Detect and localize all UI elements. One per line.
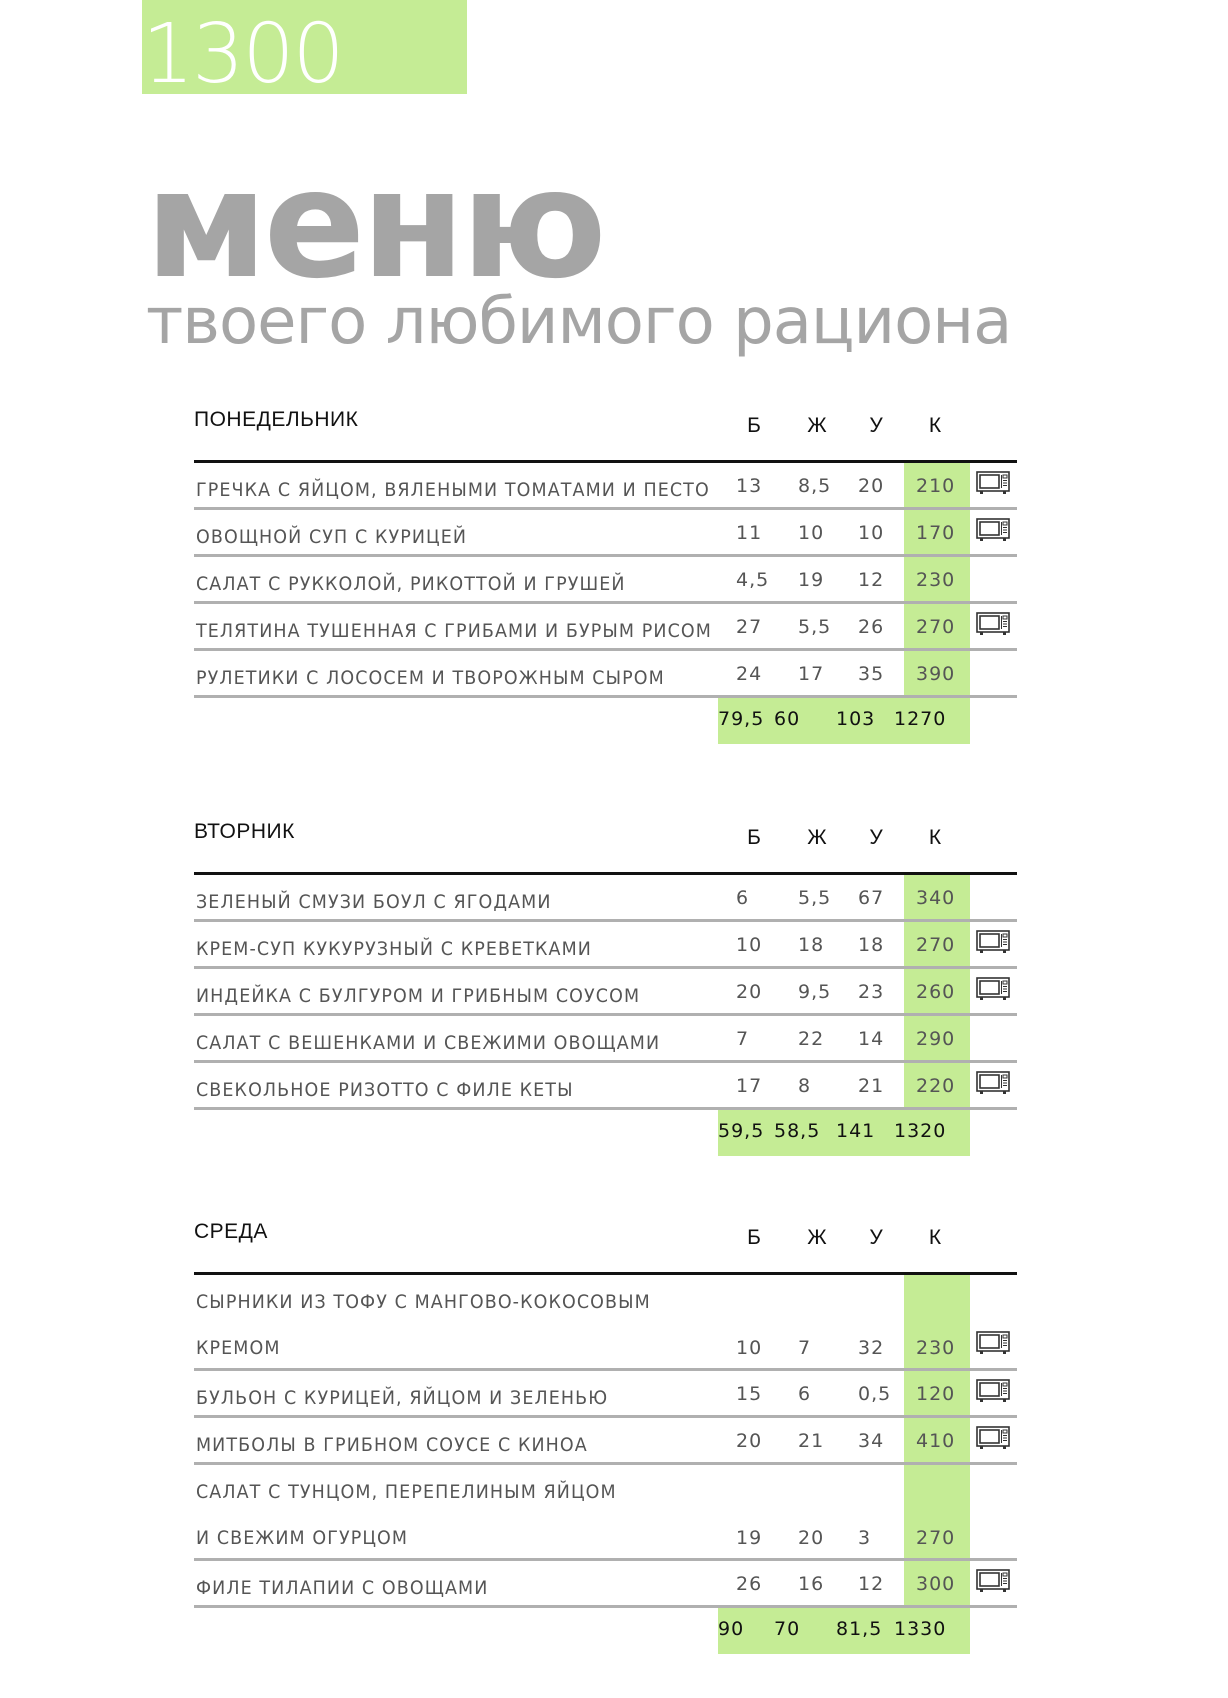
day-section [194, 400, 1017, 744]
dish-protein: 24 [736, 663, 763, 685]
column-header-kcal: К [928, 1226, 942, 1249]
dish-name: КРЕМ-СУП КУКУРУЗНЫЙ С КРЕВЕТКАМИ [196, 938, 593, 960]
dish-name: САЛАТ С ТУНЦОМ, ПЕРЕПЕЛИНЫМ ЯЙЦОМ [196, 1481, 617, 1503]
microwave-icon [976, 977, 1010, 1001]
dish-protein: 10 [736, 934, 763, 956]
table-row [194, 463, 1017, 510]
dish-protein: 10 [736, 1337, 763, 1359]
column-header-fat: Ж [807, 414, 827, 437]
dish-name: ТЕЛЯТИНА ТУШЕННАЯ С ГРИБАМИ И БУРЫМ РИСОМ [196, 620, 712, 642]
table-row [194, 557, 1017, 604]
dish-carbs: 20 [858, 475, 885, 497]
dish-protein: 19 [736, 1527, 763, 1549]
dish-kcal: 300 [916, 1573, 956, 1595]
column-header-carbs: У [869, 1226, 883, 1249]
total-kcal: 1270 [894, 708, 947, 730]
dish-fat: 18 [798, 934, 825, 956]
dish-kcal: 260 [916, 981, 956, 1003]
microwave-icon [976, 1379, 1010, 1403]
dish-name: ФИЛЕ ТИЛАПИИ С ОВОЩАМИ [196, 1577, 489, 1599]
dish-carbs: 32 [858, 1337, 885, 1359]
total-protein: 59,5 [718, 1120, 765, 1142]
day-header [194, 1212, 1017, 1275]
dish-carbs: 67 [858, 887, 885, 909]
dish-kcal: 270 [916, 616, 956, 638]
dish-protein: 17 [736, 1075, 763, 1097]
dish-carbs: 26 [858, 616, 885, 638]
dish-fat: 8,5 [798, 475, 832, 497]
table-row [194, 1371, 1017, 1418]
dish-list [194, 463, 1017, 744]
dish-kcal: 390 [916, 663, 956, 685]
dish-fat: 17 [798, 663, 825, 685]
dish-protein: 27 [736, 616, 763, 638]
microwave-icon [976, 1331, 1010, 1355]
microwave-icon [976, 612, 1010, 636]
table-row [194, 969, 1017, 1016]
dish-protein: 20 [736, 1430, 763, 1452]
dish-name: БУЛЬОН С КУРИЦЕЙ, ЯЙЦОМ И ЗЕЛЕНЬЮ [196, 1387, 609, 1409]
dish-kcal: 120 [916, 1383, 956, 1405]
column-header-fat: Ж [807, 826, 827, 849]
dish-protein: 7 [736, 1028, 750, 1050]
dish-name: СВЕКОЛЬНОЕ РИЗОТТО С ФИЛЕ КЕТЫ [196, 1079, 574, 1101]
dish-protein: 20 [736, 981, 763, 1003]
dish-carbs: 23 [858, 981, 885, 1003]
table-row [194, 604, 1017, 651]
table-row [194, 651, 1017, 698]
dish-list [194, 1275, 1017, 1654]
table-row [194, 1418, 1017, 1465]
day-name: ПОНЕДЕЛЬНИК [194, 408, 359, 431]
dish-carbs: 12 [858, 1573, 885, 1595]
dish-kcal: 340 [916, 887, 956, 909]
day-name: ВТОРНИК [194, 820, 295, 843]
dish-carbs: 0,5 [858, 1383, 892, 1405]
dish-protein: 4,5 [736, 569, 770, 591]
total-kcal: 1320 [894, 1120, 947, 1142]
dish-name: ИНДЕЙКА С БУЛГУРОМ И ГРИБНЫМ СОУСОМ [196, 985, 641, 1007]
table-row [194, 1016, 1017, 1063]
table-row [194, 1275, 1017, 1371]
dish-fat: 21 [798, 1430, 825, 1452]
microwave-icon [976, 1426, 1010, 1450]
dish-name: РУЛЕТИКИ С ЛОСОСЕМ И ТВОРОЖНЫМ СЫРОМ [196, 667, 665, 689]
dish-name-line2: КРЕМОМ [196, 1337, 281, 1359]
dish-protein: 11 [736, 522, 763, 544]
total-protein: 90 [718, 1618, 745, 1640]
total-kcal: 1330 [894, 1618, 947, 1640]
dish-list [194, 875, 1017, 1156]
column-header-kcal: К [928, 826, 942, 849]
dish-protein: 6 [736, 887, 750, 909]
column-header-carbs: У [869, 414, 883, 437]
totals-row [194, 698, 1017, 744]
dish-kcal: 270 [916, 1527, 956, 1549]
dish-kcal: 290 [916, 1028, 956, 1050]
page-title: меню [145, 138, 603, 312]
dish-protein: 26 [736, 1573, 763, 1595]
dish-name: ГРЕЧКА С ЯЙЦОМ, ВЯЛЕНЫМИ ТОМАТАМИ И ПЕСТО [196, 479, 710, 501]
day-section [194, 812, 1017, 1156]
dish-carbs: 12 [858, 569, 885, 591]
microwave-icon [976, 930, 1010, 954]
microwave-icon [976, 1569, 1010, 1593]
day-section [194, 1212, 1017, 1654]
total-fat: 70 [774, 1618, 801, 1640]
dish-kcal: 170 [916, 522, 956, 544]
dish-name: МИТБОЛЫ В ГРИБНОМ СОУСЕ С КИНОА [196, 1434, 588, 1456]
microwave-icon [976, 518, 1010, 542]
day-header [194, 400, 1017, 463]
total-carbs: 141 [836, 1120, 876, 1142]
dish-carbs: 21 [858, 1075, 885, 1097]
table-row [194, 875, 1017, 922]
dish-kcal: 230 [916, 569, 956, 591]
column-header-protein: Б [747, 1226, 761, 1249]
total-fat: 58,5 [774, 1120, 821, 1142]
day-header [194, 812, 1017, 875]
column-header-protein: Б [747, 414, 761, 437]
dish-fat: 5,5 [798, 887, 832, 909]
dish-kcal: 410 [916, 1430, 956, 1452]
column-header-fat: Ж [807, 1226, 827, 1249]
dish-protein: 15 [736, 1383, 763, 1405]
dish-fat: 16 [798, 1573, 825, 1595]
dish-kcal: 270 [916, 934, 956, 956]
total-fat: 60 [774, 708, 801, 730]
column-header-carbs: У [869, 826, 883, 849]
dish-name: ЗЕЛЕНЫЙ СМУЗИ БОУЛ С ЯГОДАМИ [196, 891, 552, 913]
dish-name: САЛАТ С ВЕШЕНКАМИ И СВЕЖИМИ ОВОЩАМИ [196, 1032, 661, 1054]
dish-fat: 10 [798, 522, 825, 544]
total-carbs: 103 [836, 708, 876, 730]
microwave-icon [976, 1071, 1010, 1095]
day-name: СРЕДА [194, 1220, 268, 1243]
dish-protein: 13 [736, 475, 763, 497]
totals-row [194, 1110, 1017, 1156]
dish-carbs: 34 [858, 1430, 885, 1452]
dish-name: ОВОЩНОЙ СУП С КУРИЦЕЙ [196, 526, 468, 548]
table-row [194, 510, 1017, 557]
dish-fat: 9,5 [798, 981, 832, 1003]
page-subtitle: твоего любимого рациона [146, 285, 1012, 359]
dish-kcal: 230 [916, 1337, 956, 1359]
dish-carbs: 35 [858, 663, 885, 685]
dish-kcal: 210 [916, 475, 956, 497]
dish-fat: 19 [798, 569, 825, 591]
table-row [194, 922, 1017, 969]
dish-fat: 5,5 [798, 616, 832, 638]
column-header-protein: Б [747, 826, 761, 849]
totals-row [194, 1608, 1017, 1654]
dish-fat: 7 [798, 1337, 812, 1359]
dish-name: САЛАТ С РУККОЛОЙ, РИКОТТОЙ И ГРУШЕЙ [196, 573, 626, 595]
calorie-badge-value: 1300 [142, 7, 343, 102]
table-row [194, 1063, 1017, 1110]
table-row [194, 1465, 1017, 1561]
microwave-icon [976, 471, 1010, 495]
dish-kcal: 220 [916, 1075, 956, 1097]
table-row [194, 1561, 1017, 1608]
dish-name: СЫРНИКИ ИЗ ТОФУ С МАНГОВО-КОКОСОВЫМ [196, 1291, 651, 1313]
dish-name-line2: И СВЕЖИМ ОГУРЦОМ [196, 1527, 409, 1549]
dish-carbs: 14 [858, 1028, 885, 1050]
total-carbs: 81,5 [836, 1618, 883, 1640]
dish-fat: 22 [798, 1028, 825, 1050]
dish-carbs: 3 [858, 1527, 872, 1549]
dish-carbs: 10 [858, 522, 885, 544]
dish-fat: 6 [798, 1383, 812, 1405]
dish-fat: 8 [798, 1075, 812, 1097]
column-header-kcal: К [928, 414, 942, 437]
dish-fat: 20 [798, 1527, 825, 1549]
calorie-badge [142, 0, 467, 102]
dish-carbs: 18 [858, 934, 885, 956]
total-protein: 79,5 [718, 708, 765, 730]
